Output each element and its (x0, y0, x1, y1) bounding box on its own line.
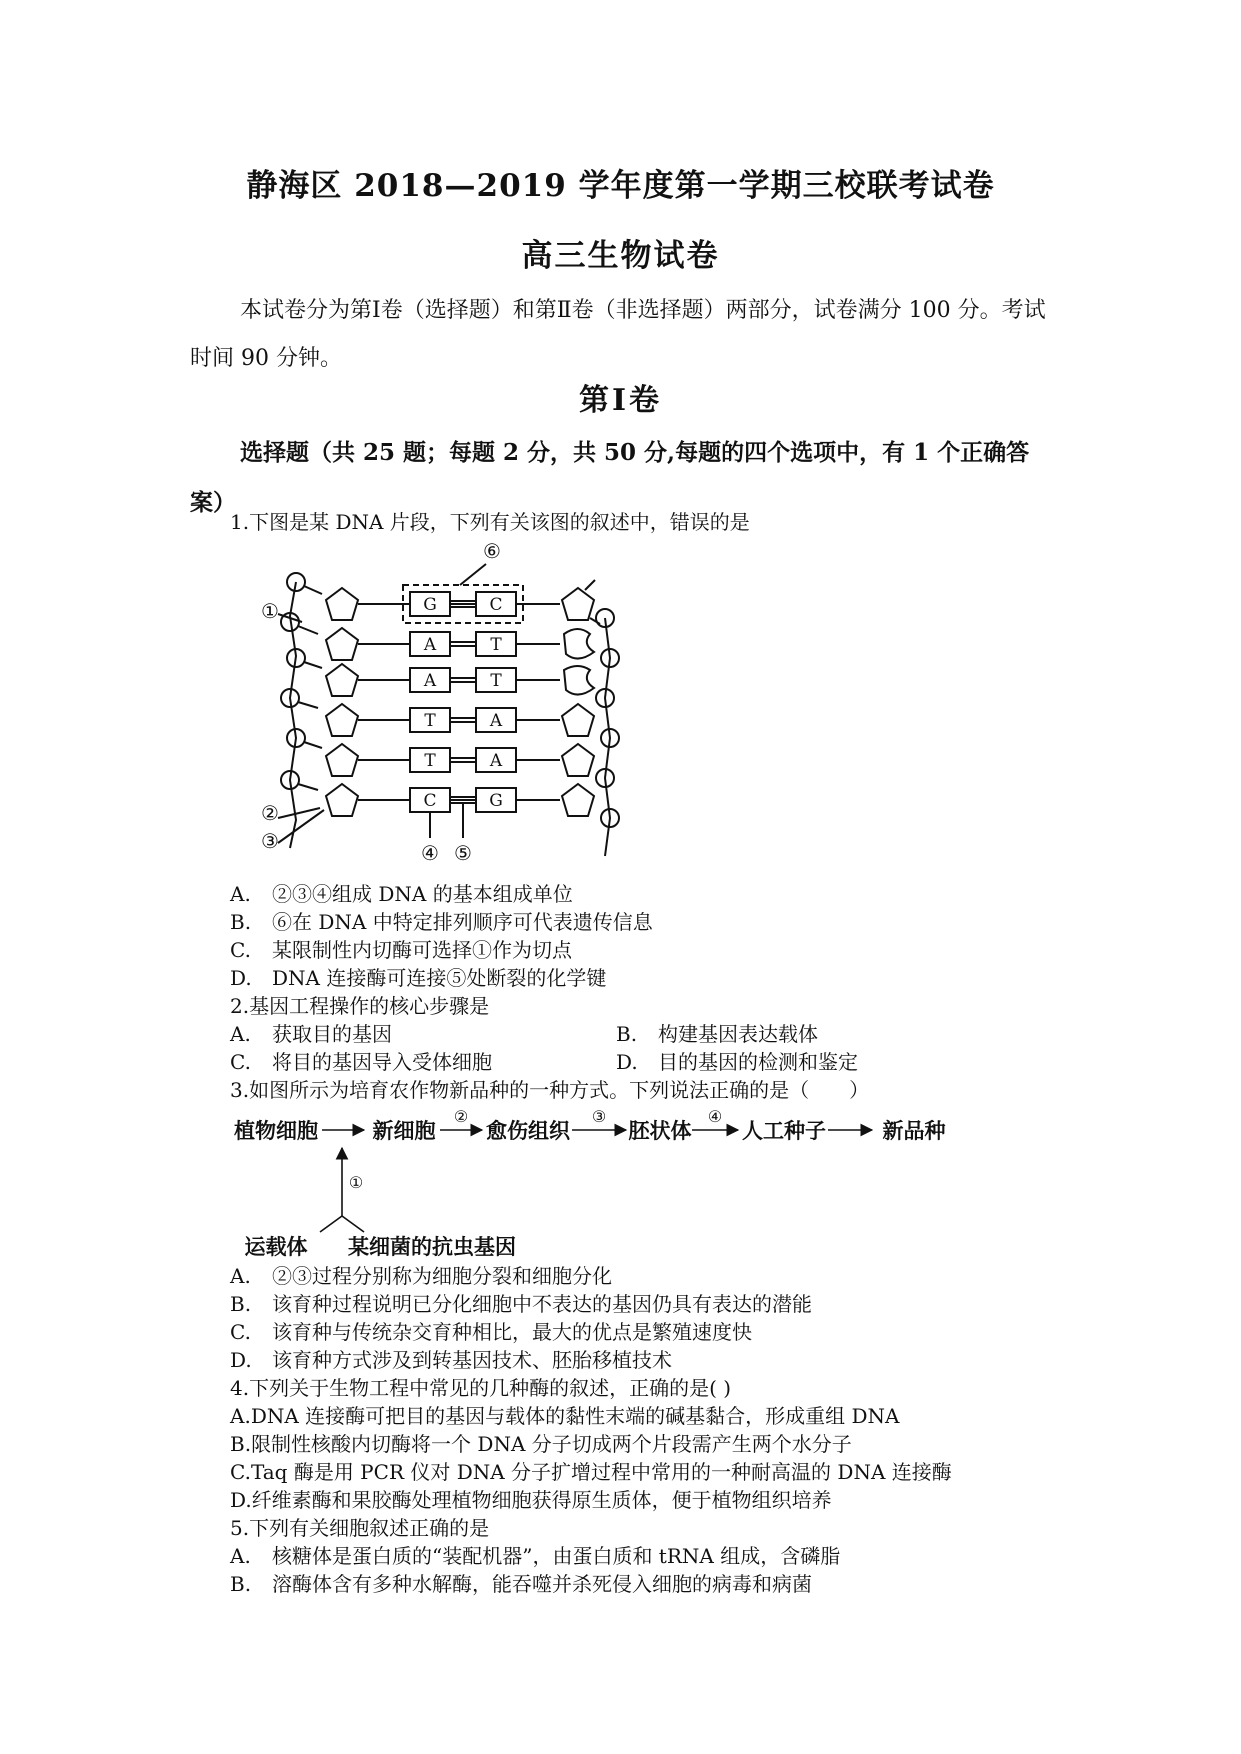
flow-node-embryoid: 胚状体 (628, 1118, 692, 1143)
option-label: C. (230, 1320, 251, 1344)
option-text: DNA 连接酶可连接⑤处断裂的化学键 (272, 966, 607, 990)
base-left-6: C (423, 791, 437, 811)
option-text: ②③过程分别称为细胞分裂和细胞分化 (272, 1264, 612, 1288)
option-label: A. (230, 1404, 251, 1428)
q4-stem: 4.下列关于生物工程中常见的几种酶的叙述，正确的是( ) (230, 1376, 732, 1400)
marker-2: ② (261, 801, 279, 825)
exam-title: 静海区 2018—2019 学年度第一学期三校联考试卷 (246, 168, 995, 204)
option-label: B. (230, 1572, 252, 1596)
base-right-4: A (489, 711, 503, 731)
option-text: 限制性核酸内切酶将一个 DNA 分子切成两个片段需产生两个水分子 (251, 1432, 852, 1456)
q3-option-a[interactable] (230, 1262, 612, 1290)
breeding-flow-figure (232, 1108, 952, 1258)
flow-input-vector: 运载体 (244, 1234, 308, 1258)
flow-node-artificial-seed: 人工种子 (742, 1118, 826, 1143)
q1-option-c[interactable] (230, 936, 572, 964)
q1-option-b[interactable] (230, 908, 653, 936)
flow-step-1: ① (348, 1173, 364, 1192)
option-text: 目的基因的检测和鉴定 (658, 1050, 858, 1074)
option-text: 构建基因表达载体 (658, 1022, 818, 1046)
option-label: D. (616, 1050, 638, 1074)
option-label: A. (230, 1264, 251, 1288)
option-label: C. (230, 938, 251, 962)
dna-row (287, 649, 614, 707)
q4-option-b[interactable] (230, 1430, 852, 1458)
q4-option-a[interactable] (230, 1402, 899, 1430)
marker-4: ④ (421, 841, 439, 865)
option-text: 该育种与传统杂交育种相比，最大的优点是繁殖速度快 (272, 1320, 752, 1344)
dna-row (281, 771, 619, 827)
q4-option-d[interactable] (230, 1486, 832, 1514)
dna-row (287, 729, 614, 787)
flow-node-new-cell: 新细胞 (372, 1118, 436, 1143)
option-text: 溶酶体含有多种水解酶，能吞噬并杀死侵入细胞的病毒和病菌 (272, 1572, 812, 1596)
option-label: D. (230, 966, 252, 990)
flow-node-plant-cell: 植物细胞 (234, 1118, 318, 1143)
q3-option-b[interactable] (230, 1290, 812, 1318)
option-label: D. (230, 1488, 252, 1512)
flow-step-3: ③ (591, 1108, 607, 1126)
option-text: 核糖体是蛋白质的“装配机器”，由蛋白质和 tRNA 组成，含磷脂 (272, 1544, 841, 1568)
q2-option-a[interactable] (230, 1020, 392, 1048)
base-right-2: T (490, 635, 502, 655)
q4-option-c[interactable] (230, 1458, 952, 1486)
q2-option-d[interactable] (616, 1048, 858, 1076)
base-left-1: G (423, 595, 437, 615)
q1-stem: 1.下图是某 DNA 片段，下列有关该图的叙述中，错误的是 (230, 510, 750, 534)
option-text: 某限制性内切酶可选择①作为切点 (272, 938, 572, 962)
option-label: B. (230, 910, 252, 934)
option-label: B. (230, 1292, 252, 1316)
q3-stem: 3.如图所示为培育农作物新品种的一种方式。下列说法正确的是（ ） (230, 1078, 870, 1102)
section-title: 第Ⅰ卷 (578, 383, 663, 418)
option-label: B. (616, 1022, 638, 1046)
q2-stem: 2.基因工程操作的核心步骤是 (230, 994, 490, 1018)
flow-input-gene: 某细菌的抗虫基因 (348, 1234, 516, 1258)
option-text: 获取目的基因 (272, 1022, 392, 1046)
option-label: A. (230, 1544, 251, 1568)
q5-option-b[interactable] (230, 1570, 812, 1598)
q2-option-c[interactable] (230, 1048, 492, 1076)
base-left-5: T (424, 751, 436, 771)
base-right-1: C (489, 595, 503, 615)
q3-option-d[interactable] (230, 1346, 672, 1374)
section-instructions: 选择题（共 25 题；每题 2 分，共 50 分,每题的四个选项中，有 1 个正确答案） (190, 439, 1030, 516)
option-text: Taq 酶是用 PCR 仪对 DNA 分子扩增过程中常用的一种耐高温的 DNA 连接酶 (250, 1460, 952, 1484)
option-label: B. (230, 1432, 252, 1456)
flow-step-2: ② (453, 1108, 469, 1126)
option-text: 将目的基因导入受体细胞 (272, 1050, 492, 1074)
dna-row (281, 613, 619, 667)
marker-6: ⑥ (483, 539, 501, 563)
base-left-2: A (423, 635, 437, 655)
base-right-3: T (490, 671, 502, 691)
option-text: 该育种方式涉及到转基因技术、胚胎移植技术 (272, 1348, 672, 1372)
marker-5: ⑤ (454, 841, 472, 865)
q5-option-a[interactable] (230, 1542, 840, 1570)
q2-option-b[interactable] (616, 1020, 818, 1048)
option-text: DNA 连接酶可把目的基因与载体的黏性末端的碱基黏合，形成重组 DNA (250, 1404, 900, 1428)
exam-subtitle: 高三生物试卷 (521, 238, 720, 274)
base-left-4: T (424, 711, 436, 731)
marker-3: ③ (261, 829, 279, 853)
flow-node-callus: 愈伤组织 (486, 1118, 570, 1143)
option-text: 纤维素酶和果胶酶处理植物细胞获得原生质体，便于植物组织培养 (251, 1488, 832, 1512)
base-right-6: G (489, 791, 503, 811)
option-label: C. (230, 1050, 251, 1074)
q1-option-d[interactable] (230, 964, 606, 992)
dna-row (287, 573, 614, 627)
flow-step-4: ④ (707, 1108, 723, 1126)
marker-1: ① (261, 599, 279, 623)
dna-structure-figure (260, 538, 640, 870)
option-text: 该育种过程说明已分化细胞中不表达的基因仍具有表达的潜能 (272, 1292, 812, 1316)
option-text: ⑥在 DNA 中特定排列顺序可代表遗传信息 (272, 910, 653, 934)
option-label: A. (230, 1022, 251, 1046)
option-label: C. (230, 1460, 251, 1484)
base-right-5: A (489, 751, 503, 771)
q5-stem: 5.下列有关细胞叙述正确的是 (230, 1516, 490, 1540)
exam-intro: 本试卷分为第Ⅰ卷（选择题）和第Ⅱ卷（非选择题）两部分，试卷满分 100 分。考试时间 90 分钟。 (190, 298, 1046, 371)
q1-option-a[interactable] (230, 880, 573, 908)
option-label: D. (230, 1348, 252, 1372)
option-text: ②③④组成 DNA 的基本组成单位 (272, 882, 573, 906)
option-label: A. (230, 882, 251, 906)
q3-option-c[interactable] (230, 1318, 752, 1346)
flow-node-new-variety: 新品种 (882, 1118, 946, 1143)
base-left-3: A (423, 671, 437, 691)
dna-row (281, 689, 619, 747)
